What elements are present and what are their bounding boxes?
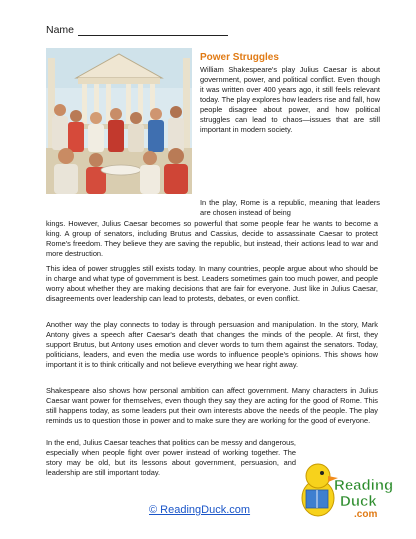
article-title: Power Struggles [200,52,279,63]
worksheet-page [34,18,394,523]
logo-word-duck: Duck [340,493,377,510]
senate-illustration [46,48,192,194]
readingduck-logo [296,454,394,524]
readingduck-link[interactable]: © ReadingDuck.com [149,504,251,516]
paragraph-3: This idea of power struggles still exists today. In many countries, people argue about who should be in charge and what type of government is best. Leaders sometimes gain too much power, and people worry about whether they are making decisions that are fair for everyone. Just like in Julius Caesar, disagreements over leadership can lead to protests, debates, or even conflict. [46,264,378,304]
name-underline[interactable] [78,26,228,36]
paragraph-6: In the end, Julius Caesar teaches that politics can be messy and dangerous, especially when people fight over power instead of working together. The story may be old, but its lessons about government, persuasion, and leadership are still important today. [46,438,296,478]
paragraph-2-start: In the play, Rome is a republic, meaning that leaders are chosen instead of being [200,198,380,218]
logo-word-com: .com [354,509,378,520]
paragraph-2-rest: kings. However, Julius Caesar becomes so powerful that some people fear he wants to become a king. A group of senators, including Brutus and Cassius, decide to assassinate Caesar to protect Rome's freedom. They believe they are saving the republic, but instead, their actions lead to war and more destruction. [46,219,378,259]
name-label: Name [46,24,75,36]
paragraph-1: William Shakespeare's play Julius Caesar is about government, power, and political conflict. Even though it was written over 400 years ago, it still feels relevant today. The play explores how leaders rise and fall, how people disagree about power, and how political struggles can lead to chaos—issues that are still important in modern society. [200,65,380,135]
paragraph-5: Shakespeare also shows how personal ambition can affect government. Many characters in Julius Caesar want power for themselves, even though they say they are acting for the good of Rome. This still happens today, as some leaders put their own interests above the needs of the people. The play reminds us to question those in power and to make sure they are working for the good of everyone. [46,386,378,426]
paragraph-4: Another way the play connects to today is through persuasion and manipulation. In the story, Mark Antony gives a speech after Caesar's death that changes the minds of the people. At first, they support Brutus, but Antony uses emotion and clever words to turn them against the senators. Today, politicians, leaders, and even the media use words to influence people's opinions. This shows how important it is to think critically and not believe everything we hear right away. [46,320,378,370]
name-field[interactable] [46,24,228,36]
logo-word-reading: Reading [334,477,394,494]
